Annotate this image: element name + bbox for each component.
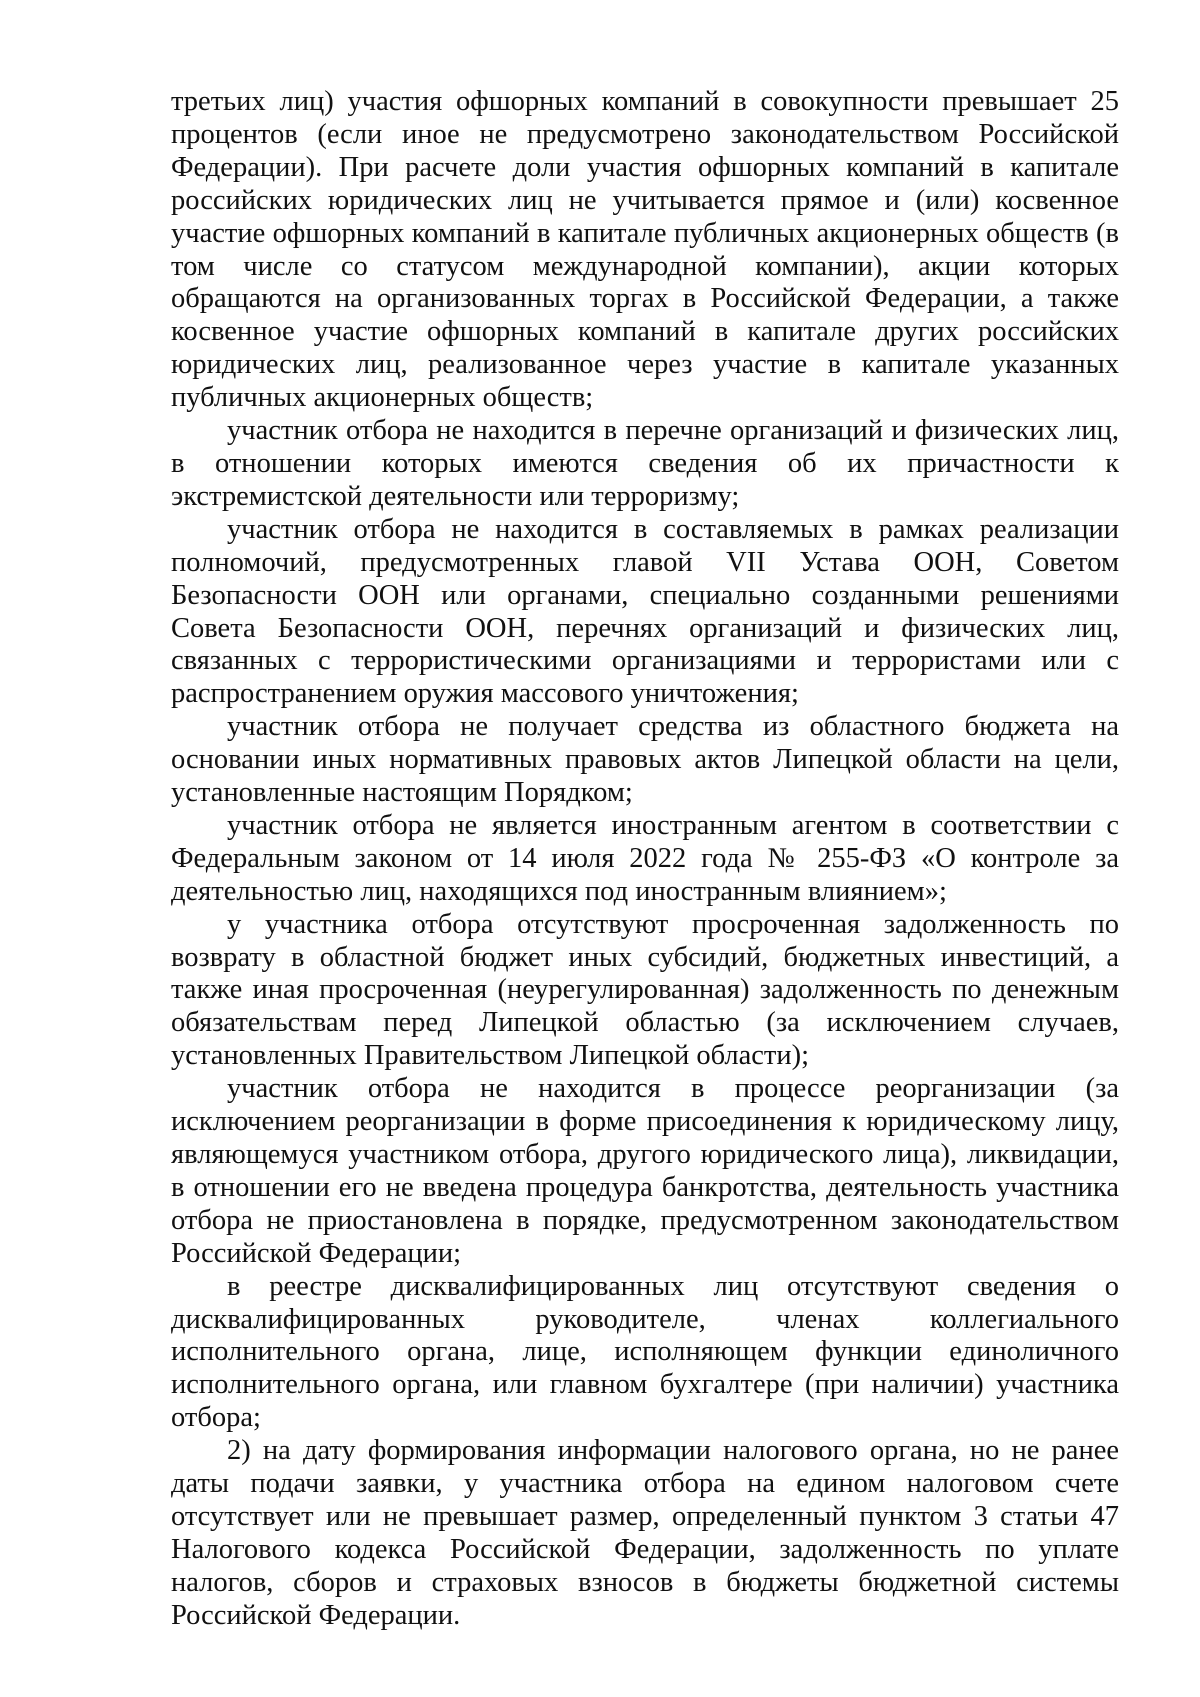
paragraph-no-regional-funds: участник отбора не получает средства из областного бюджета на основании иных нормативных правовых актов Липецкой области на цели, установленные настоящим Порядком; [171,711,1119,809]
paragraph-tax-debt: 2) на дату формирования информации налогового органа, но не ранее даты подачи заявки, у участника отбора на едином налоговом счете отсутствует или не превышает размер, определенный пунктом 3 статьи 47 Налогового кодекса Российской Федерации, задолженность по уплате налогов, сборов и страховых взносов в бюджеты бюджетной системы Российской Федерации. [171,1435,1119,1631]
paragraph-disqualified-persons: в реестре дисквалифицированных лиц отсутствуют сведения о дисквалифицированных руководителе, членах коллегиального исполнительного органа, лице, исполняющем функции единоличного исполнительного органа, или главном бухгалтере (при наличии) участника отбора; [171,1270,1119,1434]
paragraph-offshore-participation: третьих лиц) участия офшорных компаний в совокупности превышает 25 процентов (если иное не предусмотрено законодательством Российской Федерации). При расчете доли участия офшорных компаний в капитале российских юридических лиц не учитывается прямое и (или) косвенное участие офшорных компаний в капитале публичных акционерных обществ (в том числе со статусом международной компании), акции которых обращаются на организованных торгах в Российской Федерации, а также косвенное участие офшорных компаний в капитале других российских юридических лиц, реализованное через участие в капитале указанных публичных акционерных обществ; [171,86,1119,414]
paragraph-extremism-list: участник отбора не находится в перечне организаций и физических лиц, в отношении которых имеются сведения об их причастности к экстремистской деятельности или терроризму; [171,415,1119,512]
document-page [171,86,1119,1646]
paragraph-no-reorganization: участник отбора не находится в процессе реорганизации (за исключением реорганизации в форме присоединения к юридическому лицу, являющемуся участником отбора, другого юридического лица), ликвидации, в отношении его не введена процедура банкротства, деятельность участника отбора не приостановлена в порядке, предусмотренном законодательством Российской Федерации; [171,1073,1119,1269]
paragraph-no-overdue-debt: у участника отбора отсутствуют просроченная задолженность по возврату в областной бюджет иных субсидий, бюджетных инвестиций, а также иная просроченная (неурегулированная) задолженность по денежным обязательствам перед Липецкой областью (за исключением случаев, установленных Правительством Липецкой области); [171,908,1119,1072]
paragraph-un-sanctions-list: участник отбора не находится в составляемых в рамках реализации полномочий, предусмотренных главой VII Устава ООН, Советом Безопасности ООН или органами, специально созданными решениями Совета Безопасности ООН, перечнях организаций и физических лиц, связанных с террористическими организациями и террористами или с распространением оружия массового уничтожения; [171,513,1119,710]
paragraph-not-foreign-agent: участник отбора не является иностранным агентом в соответствии с Федеральным законом от 14 июля 2022 года № 255-ФЗ «О контроле за деятельностью лиц, находящихся под иностранным влиянием»; [171,809,1119,907]
